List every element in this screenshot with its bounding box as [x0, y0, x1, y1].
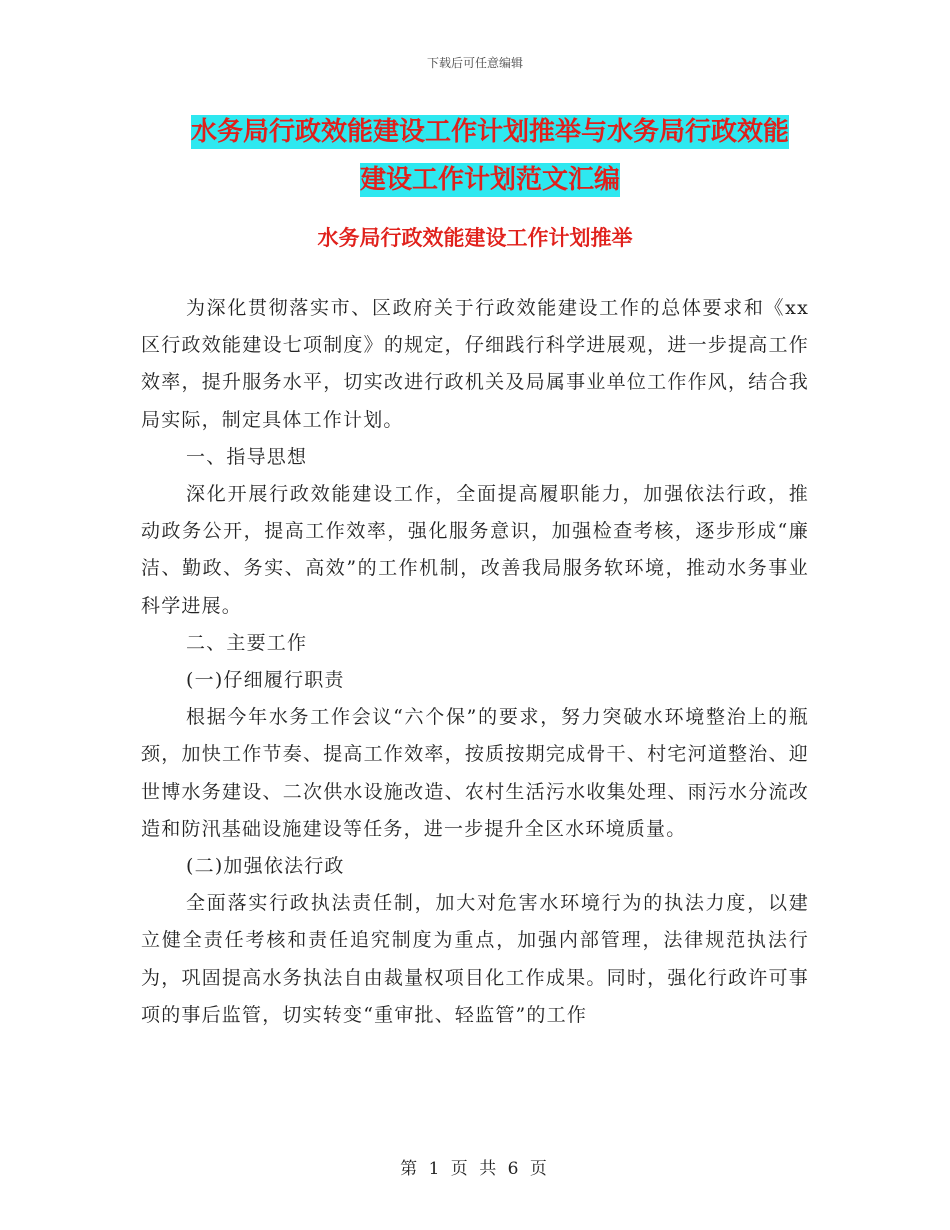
heading-guiding-ideology: 一、指导思想 — [186, 445, 308, 468]
paragraph-guiding-ideology: 深化开展行政效能建设工作，全面提高履职能力，加强依法行政，推动政务公开，提高工作效率，强化服务意识，加强检查考核，逐步形成“廉洁、勤政、务实、高效”的工作机制，改善我局服务软环境，推动水务事业科学进展。 — [141, 483, 809, 617]
document-title — [140, 108, 840, 204]
page-header-note: 下载后可任意编辑 — [426, 56, 523, 70]
section-title: 水务局行政效能建设工作计划推举 — [317, 226, 633, 250]
document-title-line-1: 水务局行政效能建设工作计划推举与水务局行政效能 — [190, 117, 789, 147]
page-footer-number: 第 1 页 共 6 页 — [400, 1159, 550, 1179]
paragraph-duties: 根据今年水务工作会议“六个保”的要求，努力突破水环境整治上的瓶颈，加快工作节奏、提高工作效率，按质按期完成骨干、村宅河道整治、迎世博水务建设、二次供水设施改造、农村生活污水收集处理、雨污水分流改造和防汛基础设施建设等任务，进一步提升全区水环境质量。 — [141, 706, 809, 840]
heading-main-work: 二、主要工作 — [186, 631, 308, 654]
document-title-line-2: 建设工作计划范文汇编 — [359, 165, 620, 195]
paragraph-intro: 为深化贯彻落实市、区政府关于行政效能建设工作的总体要求和《xx区行政效能建设七项制度》的规定，仔细践行科学进展观，进一步提高工作效率，提升服务水平，切实改进行政机关及局属事业单位工作作风，结合我局实际，制定具体工作计划。 — [141, 297, 809, 431]
paragraph-law: 全面落实行政执法责任制，加大对危害水环境行为的执法力度，以建立健全责任考核和责任追究制度为重点，加强内部管理，法律规范执法行为，巩固提高水务执法自由裁量权项目化工作成果。同时，强化行政许可事项的事后监管，切实转变“重审批、轻监管”的工作 — [141, 892, 809, 1026]
body-text — [141, 290, 809, 1034]
subheading-duties: (一)仔细履行职责 — [186, 669, 345, 692]
subheading-law: (二)加强依法行政 — [186, 855, 345, 878]
